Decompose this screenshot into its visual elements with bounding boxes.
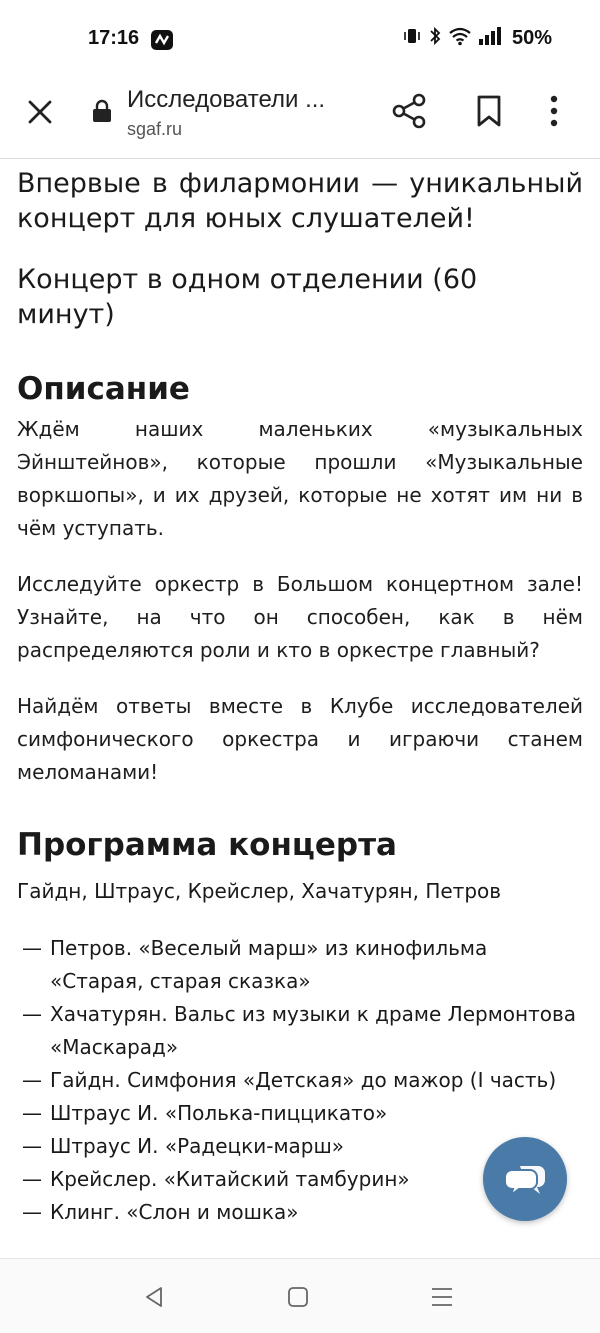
share-button[interactable] bbox=[389, 92, 429, 134]
page-domain[interactable]: sgaf.ru bbox=[127, 119, 183, 139]
back-triangle-icon bbox=[142, 1285, 166, 1309]
program-heading: Программа концерта bbox=[17, 827, 397, 863]
program-item: — Хачатурян. Вальс из музыки к драме Лермонтова «Маскарад» bbox=[17, 998, 583, 1064]
program-item: — Штраус И. «Радецки-марш» bbox=[17, 1130, 583, 1163]
close-icon bbox=[27, 99, 53, 125]
program-item: — Крейслер. «Китайский тамбурин» bbox=[17, 1163, 583, 1196]
description-paragraph: Исследуйте оркестр в Большом концертном зале! Узнайте, на что он способен, как в нём распределяются роли и кто в оркестре главный? bbox=[17, 572, 583, 662]
intro-text: Впервые в филармонии — уникальный концерт для юных слушателей! bbox=[17, 168, 583, 234]
nav-home-button[interactable] bbox=[287, 1286, 309, 1312]
vibrate-icon bbox=[402, 26, 422, 50]
close-button[interactable] bbox=[22, 94, 58, 130]
more-menu-button[interactable] bbox=[548, 94, 560, 132]
app-notification-icon bbox=[150, 29, 174, 55]
nav-back-button[interactable] bbox=[142, 1285, 166, 1313]
description-heading: Описание bbox=[17, 371, 190, 407]
recents-lines-icon bbox=[430, 1286, 454, 1308]
description-paragraph: Найдём ответы вместе в Клубе исследователей симфонического оркестра и играючи станем меломанами! bbox=[17, 694, 583, 784]
share-icon bbox=[389, 92, 429, 130]
home-square-icon bbox=[287, 1286, 309, 1308]
bookmark-button[interactable] bbox=[474, 94, 504, 132]
nav-recents-button[interactable] bbox=[430, 1286, 454, 1312]
more-vertical-icon bbox=[548, 94, 560, 128]
page-content bbox=[17, 160, 583, 1229]
description-paragraph: Ждём наших маленьких «музыкальных Эйнштейнов», которые прошли «Музыкальные воркшопы», и их друзей, которые не хотят им ни в чём уступать. bbox=[17, 417, 583, 540]
status-bar bbox=[0, 0, 600, 82]
signal-icon bbox=[478, 27, 502, 49]
chat-button[interactable] bbox=[483, 1137, 567, 1221]
browser-toolbar bbox=[0, 82, 600, 159]
wifi-icon bbox=[448, 26, 472, 50]
lock-icon bbox=[92, 99, 112, 127]
bluetooth-icon bbox=[428, 26, 442, 50]
page-title[interactable]: Исследователи ... bbox=[127, 86, 326, 113]
system-navigation-bar bbox=[0, 1258, 600, 1333]
program-item: — Клинг. «Слон и мошка» bbox=[17, 1196, 583, 1229]
bookmark-icon bbox=[474, 94, 504, 128]
chat-bubbles-icon bbox=[503, 1160, 547, 1198]
status-icons bbox=[402, 26, 552, 50]
program-item: — Петров. «Веселый марш» из кинофильма «Старая, старая сказка» bbox=[17, 932, 583, 998]
program-composers: Гайдн, Штраус, Крейслер, Хачатурян, Петров bbox=[17, 879, 502, 903]
battery-percentage: 50% bbox=[511, 26, 552, 49]
program-item: — Гайдн. Симфония «Детская» до мажор (I часть) bbox=[17, 1064, 583, 1097]
concert-duration: Концерт в одном отделении (60 минут) bbox=[17, 264, 478, 330]
program-item: — Штраус И. «Полька-пиццикато» bbox=[17, 1097, 583, 1130]
status-time: 17:16 bbox=[88, 27, 140, 49]
